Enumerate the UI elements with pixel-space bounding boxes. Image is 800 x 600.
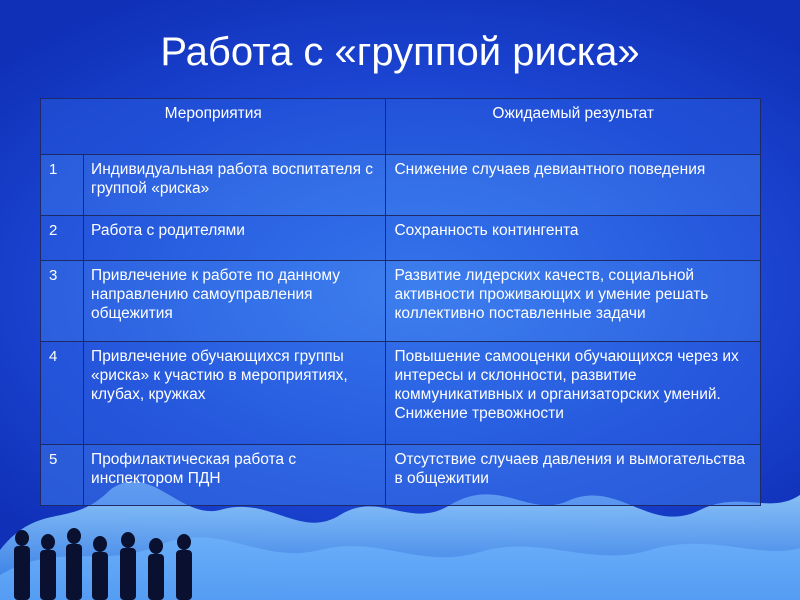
activity-cell: Работа с родителями	[84, 216, 386, 261]
table-row	[41, 261, 761, 342]
table-row	[41, 155, 761, 216]
row-number: 1	[41, 155, 84, 216]
activity-cell: Привлечение к работе по данному направлению самоуправления общежития	[84, 261, 386, 342]
table-header-row	[41, 99, 761, 155]
header-expected-result: Ожидаемый результат	[386, 99, 761, 155]
table-row	[41, 342, 761, 445]
row-number: 5	[41, 445, 84, 506]
activities-table	[40, 98, 761, 506]
row-number: 4	[41, 342, 84, 445]
activity-cell: Профилактическая работа с инспектором ПДН	[84, 445, 386, 506]
table-row	[41, 445, 761, 506]
result-cell: Снижение случаев девиантного поведения	[386, 155, 761, 216]
result-cell: Отсутствие случаев давления и вымогательства в общежитии	[386, 445, 761, 506]
result-cell: Повышение самооценки обучающихся через их интересы и склонности, развитие коммуникативных и организаторских умений. Снижение тревожности	[386, 342, 761, 445]
header-activities: Мероприятия	[41, 99, 386, 155]
table-row	[41, 216, 761, 261]
row-number: 3	[41, 261, 84, 342]
activity-cell: Индивидуальная работа воспитателя с группой «риска»	[84, 155, 386, 216]
result-cell: Развитие лидерских качеств, социальной активности проживающих и умение решать коллективно поставленные задачи	[386, 261, 761, 342]
activity-cell: Привлечение обучающихся группы «риска» к участию в мероприятиях, клубах, кружках	[84, 342, 386, 445]
result-cell: Сохранность контингента	[386, 216, 761, 261]
slide-title: Работа с «группой риска»	[160, 30, 640, 74]
row-number: 2	[41, 216, 84, 261]
